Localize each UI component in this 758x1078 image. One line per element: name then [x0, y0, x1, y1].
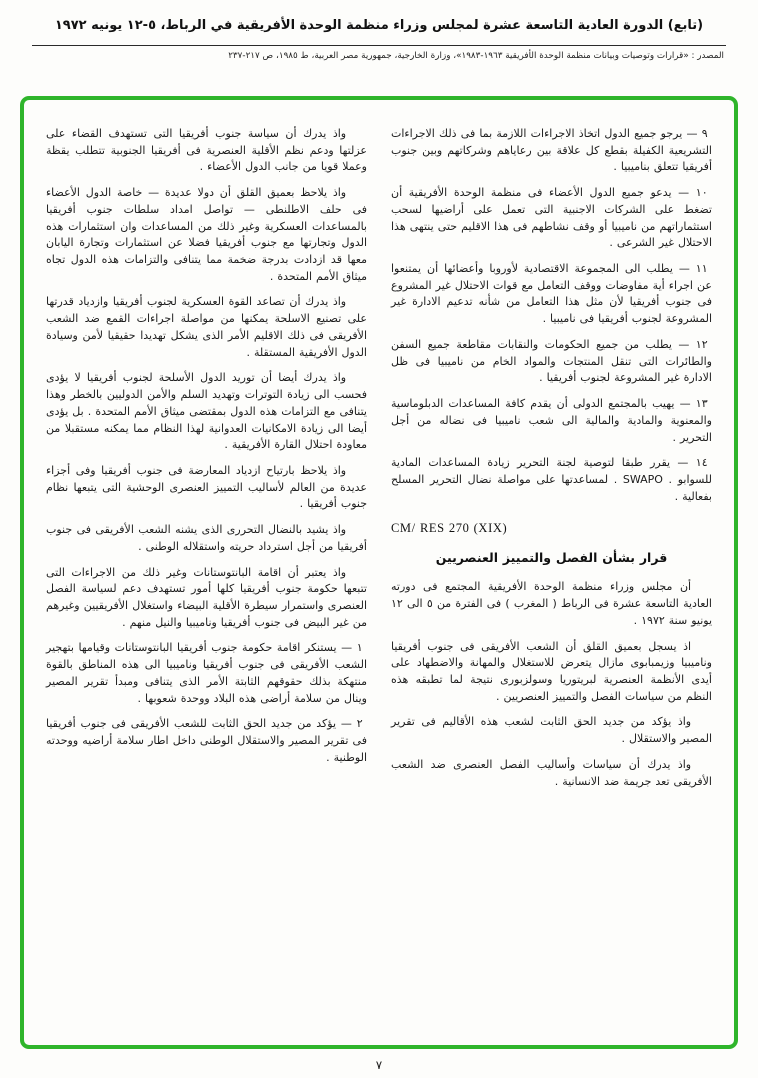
paragraph: واذ يعتبر أن اقامة البانتوستانات وغير ذلك من الاجراءات التى تتبعها حكومة جنوب أفريقيا كلها أمور تستهدف دعم لسياسة الفصل العنصرى واستمرار سيطرة الأقلية البيضاء واستغلال الأفريقيين وغيرهم من غير البيض فى جنوب أفريقيا وناميبيا والنيل منهم .	[46, 565, 367, 629]
content-frame	[20, 96, 738, 1049]
numbered-paragraph: ١٢ — يطلب من جميع الحكومات والنقابات مقاطعة جميع السفن والطائرات التى تنقل المنتجات والمواد الخام من ناميبيا فى ظل الادارة غير المشروعة لجنوب أفريقيا .	[391, 337, 712, 385]
paragraph: واذ يؤكد من جديد الحق الثابت لشعب هذه الأقاليم فى تقرير المصير والاستقلال .	[391, 715, 712, 746]
paragraph: واذ يشيد بالنضال التحررى الذى يشنه الشعب الأفريقى فى جنوب أفريقيا من أجل استرداد حريته واستقلاله الوطنى .	[46, 523, 367, 553]
resolution-heading: قرار بشأن الفصل والتمييز العنصريين	[435, 550, 668, 566]
page-number: ٧	[375, 1058, 383, 1072]
two-column-layout	[46, 126, 712, 1029]
numbered-paragraph: ١١ — يطلب الى المجموعة الاقتصادية لأوروبا وأعضائها أن يمتنعوا عن اجراء أية مفاوضات ووقف التعامل مع قوات الاحتلال غير المشروع فى جنوب أفريقيا لأن مثل هذا التعامل من شأنه تدعيم الادارة غير المشروعة لجنوب أفريقيا فى ناميبيا .	[391, 262, 712, 326]
paragraph: أن مجلس وزراء منظمة الوحدة الأفريقية المجتمع فى دورته العادية التاسعة عشرة فى الرباط ( المغرب ) فى الفترة من ٥ الى ١٢ يونيو سنة ١٩٧٢ .	[391, 580, 712, 627]
text-column-right	[391, 126, 712, 1029]
numbered-paragraph: ١٣ — يهيب بالمجتمع الدولى أن يقدم كافة المساعدات الدبلوماسية والمعنوية والمادية والمالية الى شعب ناميبيا فى نضاله من أجل التحرير .	[391, 397, 712, 444]
paragraph: واذ يلاحظ بعميق القلق أن دولا عديدة — خاصة الدول الأعضاء فى حلف الاطلنطى — تواصل امداد سلطات جنوب أفريقيا بالمساعدات العسكرية وغير ذلك من المساعدات وان استثمارات هذه الدول وتجارتها مع جنوب أفريقيا فضلا عن استثمارات وتجارة اليابان معها قد ازدادت بدرجة ضخمة مما يتنافى والتزامات هذه الدول تجاه ميثاق الأمم المتحدة .	[46, 186, 367, 283]
page-header	[0, 0, 758, 61]
source-line: المصدر : «قرارات وتوصيات وبيانات منظمة الوحدة الأفريقية ١٩٦٣-١٩٨٣»، وزارة الخارجية، جمهورية مصر العربية، ط ١٩٨٥، ص ٢١٧-٢٣٧	[228, 50, 724, 61]
numbered-paragraph: ١٠ — يدعو جميع الدول الأعضاء فى منظمة الوحدة الأفريقية أن تضغط على الشركات الاجنبية التى تعمل على أراضيها لسحب استثماراتهم من ناميبيا أو وقف نشاطهم فى هذا الاقليم حتى ينتهى هذا الاحتلال غير الشرعى .	[391, 186, 712, 250]
paragraph: واذ يلاحظ بارتياح ازدياد المعارضة فى جنوب أفريقيا وفى أجزاء عديدة من العالم لأساليب التمييز العنصرى الوحشية التى يتبعها نظام جنوب أفريقيا .	[46, 463, 367, 511]
paragraph: اذ يسجل بعميق القلق أن الشعب الأفريقى فى جنوب أفريقيا وناميبيا وزيمبابوى مازال يتعرض للاستغلال والمهانة والاضطهاد على أيدى الأنظمة العنصرية لبريتوريا وسولزبورى نتيجة لما تطبقه هذه النظم من سياسات الفصل والتمييز العنصريين .	[391, 639, 712, 703]
paragraph: واذ يدرك أن سياسة جنوب أفريقيا التى تستهدف القضاء على عزلتها ودعم نظم الأقلية العنصرية فى أفريقيا الجنوبية تتطلب يقظة وعملا قويا من جانب الدول الأعضاء .	[46, 127, 367, 174]
text-column-left	[46, 126, 367, 1029]
numbered-paragraph: ١ — يستنكر اقامة حكومة جنوب أفريقيا البانتوستانات وقيامها بتهجير الشعب الأفريقى فى جنوب أفريقيا وناميبيا الى هذه المناطق بالقوة منتهكة بذلك حقوقهم الثابتة الأمر الذى يتنافى ومبدأ تقرير المصير وينال من سلامة أراضى هذه البلاد ووحدة شعوبها .	[46, 641, 367, 705]
paragraph: واذ يدرك أن تصاعد القوة العسكرية لجنوب أفريقيا وازدياد قدرتها على تصنيع الاسلحة يمكنها من مواصلة اجراءات القمع ضد الشعب الأفريقى فى ذلك الاقليم الأمر الذى يشكل تهديدا حقيقيا لأمن وسيادة الدول الأفريقية المستقلة .	[46, 295, 367, 359]
numbered-paragraph: ٩ — يرجو جميع الدول اتخاذ الاجراءات اللازمة بما فى ذلك الاجراءات التشريعية الكفيلة بقطع كل علاقة بين رعاياهم وشركاتهم وبين جنوب أفريقيا تتعلق بناميبيا .	[391, 127, 712, 174]
document-title: (تابع) الدورة العادية التاسعة عشرة لمجلس وزراء منظمة الوحدة الأفريقية في الرباط، ٥-١٢ يونيه ١٩٧٢	[54, 18, 704, 33]
paragraph: واذ يدرك أن سياسات وأساليب الفصل العنصرى ضد الشعب الأفريقى تعد جريمة ضد الانسانية .	[391, 757, 712, 788]
resolution-ref-code: CM/ RES 270 (XIX)	[391, 521, 508, 536]
header-divider	[32, 45, 726, 46]
numbered-paragraph: ١٤ — يقرر طبقا لتوصية لجنة التحرير زيادة المساعدات المادية للسوابو . SWAPO . لمساعدتها على مواصلة نضال التحرير المسلح بفعالية .	[391, 456, 712, 503]
paragraph: واذ يدرك أيضا أن توريد الدول الأسلحة لجنوب أفريقيا لا يؤدى فحسب الى زيادة التوترات وتهديد السلم والأمن الدوليين بالخطر وهذا يتنافى مع التزامات هذه الدول بمقتضى ميثاق الأمم المتحدة . بل يؤدى أيضا الى زيادة الامكانيات العدوانية لهذا النظام مما يمكنه مستقبلا من معاودة احتلال القارة الأفريقية .	[46, 371, 367, 452]
numbered-paragraph: ٢ — يؤكد من جديد الحق الثابت للشعب الأفريقى فى جنوب أفريقيا فى تقرير المصير والاستقلال الوطنى داخل اطار سلامة أراضيه ووحدته الوطنية .	[46, 717, 367, 764]
